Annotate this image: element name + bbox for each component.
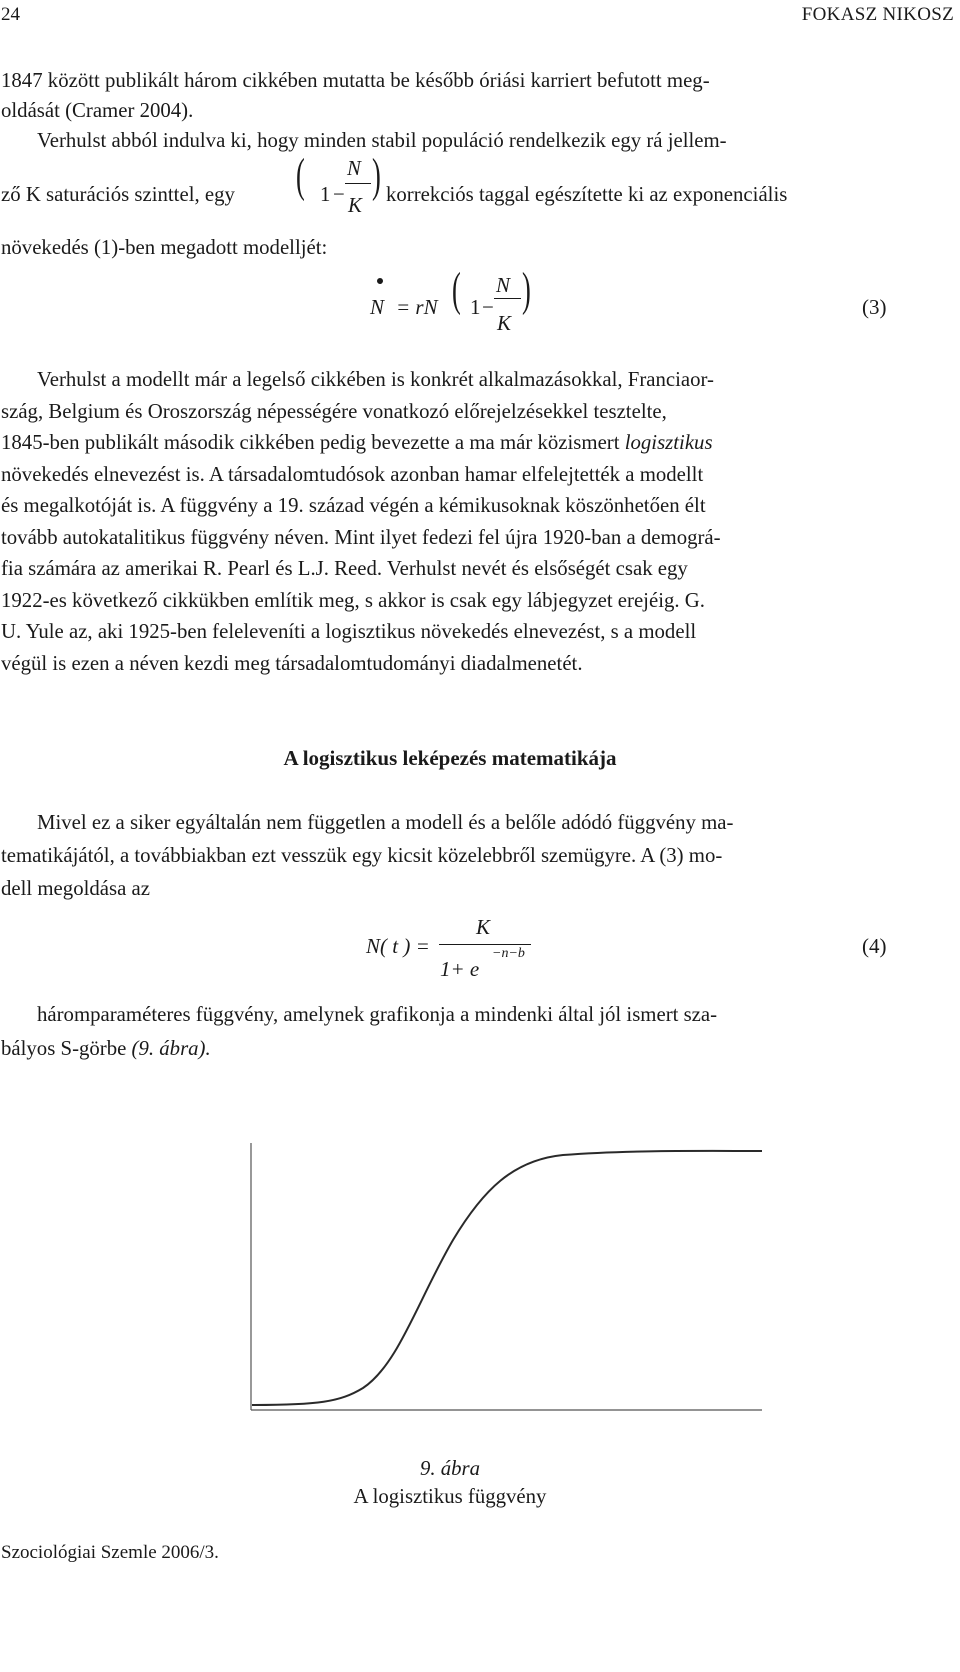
para2-line3-text: 1845-ben publikált második cikkében pedig bevezette a ma már közismert: [1, 431, 620, 454]
para1-line3: Verhulst abból indulva ki, hogy minden stabil populáció rendelkezik egy rá jellem-: [37, 129, 727, 152]
inline-minus: −: [333, 183, 345, 206]
eq4-exponent: −n−b: [492, 946, 525, 961]
eq3-fraction-bar: [494, 298, 521, 299]
para2-line8: 1922-es következő cikkükben említik meg, s akkor is csak egy lábjegyzet erejéig. G.: [1, 589, 705, 612]
para3-line1: Mivel ez a siker egyáltalán nem független a modell és a belőle adódó függvény ma-: [37, 811, 734, 834]
eq3-lhs: N: [370, 295, 385, 319]
eq3-label: (3): [862, 295, 887, 319]
para1-line4-end: korrekciós taggal egészítette ki az exponenciális: [386, 183, 788, 206]
left-paren: (: [296, 149, 305, 202]
para3-line2: tematikájától, a továbbiakban ezt vesszük egy kicsit közelebbről szemügyre. A (3) mo-: [1, 844, 723, 867]
eq4-denominator: 1+ e: [440, 957, 480, 981]
para4-line2: [1, 1036, 960, 1062]
dot-accent: [377, 278, 383, 284]
inline-fraction-bar: [345, 183, 371, 184]
eq3-denominator: K: [497, 311, 512, 335]
para2-line3-italic: logisztikus: [624, 431, 713, 454]
para3-line3: dell megoldása az: [1, 877, 150, 900]
para1-line1: 1847 között publikált három cikkében mutatta be később óriási karriert befutott meg-: [1, 69, 710, 92]
para1-line5: növekedés (1)-ben megadott modelljét:: [1, 236, 328, 259]
eq4-numerator: K: [476, 915, 491, 939]
eq3-right-paren: ): [522, 263, 531, 316]
para2-line1: Verhulst a modellt már a legelső cikkében is konkrét alkalmazásokkal, Franciaor-: [37, 368, 714, 391]
para2-line10: végül is ezen a néven kezdi meg társadalomtudományi diadalmenetét.: [1, 652, 583, 675]
inline-numerator: N: [347, 157, 361, 180]
right-paren: ): [372, 149, 381, 202]
page-number: 24: [1, 4, 20, 25]
para2-line5: és megalkotóját is. A függvény a 19. század végén a kémikusoknak köszönhetően élt: [1, 494, 706, 517]
s-curve: [252, 1151, 762, 1405]
para2-line9: U. Yule az, aki 1925-ben feleleveníti a logisztikus növekedés elnevezést, s a modell: [1, 620, 697, 643]
inline-one: 1: [320, 183, 331, 206]
figure-number: 9. ábra: [419, 1457, 481, 1480]
inline-denominator: K: [348, 194, 362, 217]
eq4-fraction-bar: [439, 944, 531, 945]
section-title: A logisztikus leképezés matematikája: [283, 746, 617, 770]
para1-line2: oldását (Cramer 2004).: [1, 99, 194, 122]
eq3-minus: −: [482, 295, 494, 319]
running-title: FOKASZ NIKOSZ: [801, 4, 954, 25]
para2-line7: fia számára az amerikai R. Pearl és L.J. Reed. Verhulst nevét és elsőségét csak egy: [1, 557, 688, 580]
figure-reference: (9. ábra).: [131, 1037, 211, 1060]
page-footer: Szociológiai Szemle 2006/3.: [1, 1542, 219, 1563]
eq3-one: 1: [470, 295, 481, 319]
para2-line2: szág, Belgium és Oroszország népességére vonatkozó előrejelzésekkel tesztelte,: [1, 400, 667, 423]
logistic-curve-figure: [248, 1120, 768, 1420]
para4-line1: háromparaméteres függvény, amelynek grafikonja a mindenki által jól ismert sza-: [37, 1003, 718, 1026]
para2-line6: tovább autokatalitikus függvény néven. Mint ilyet fedezi fel újra 1920-ban a demográ-: [1, 526, 721, 549]
para2-line3: [1, 430, 960, 456]
eq3-numerator: N: [496, 273, 511, 297]
para4-line2-text: bályos S-görbe: [1, 1037, 127, 1060]
eq4-label: (4): [862, 934, 887, 958]
figure-caption: A logisztikus függvény: [353, 1485, 547, 1508]
para2-line4: növekedés elnevezést is. A társadalomtudósok azonban hamar elfelejtették a modellt: [1, 463, 704, 486]
eq3-left-paren: (: [452, 263, 461, 316]
para1-line4-start: ző K saturációs szinttel, egy: [1, 183, 235, 206]
eq4-lhs: N( t ) =: [366, 934, 430, 958]
eq3-rhs: = rN: [396, 295, 438, 319]
